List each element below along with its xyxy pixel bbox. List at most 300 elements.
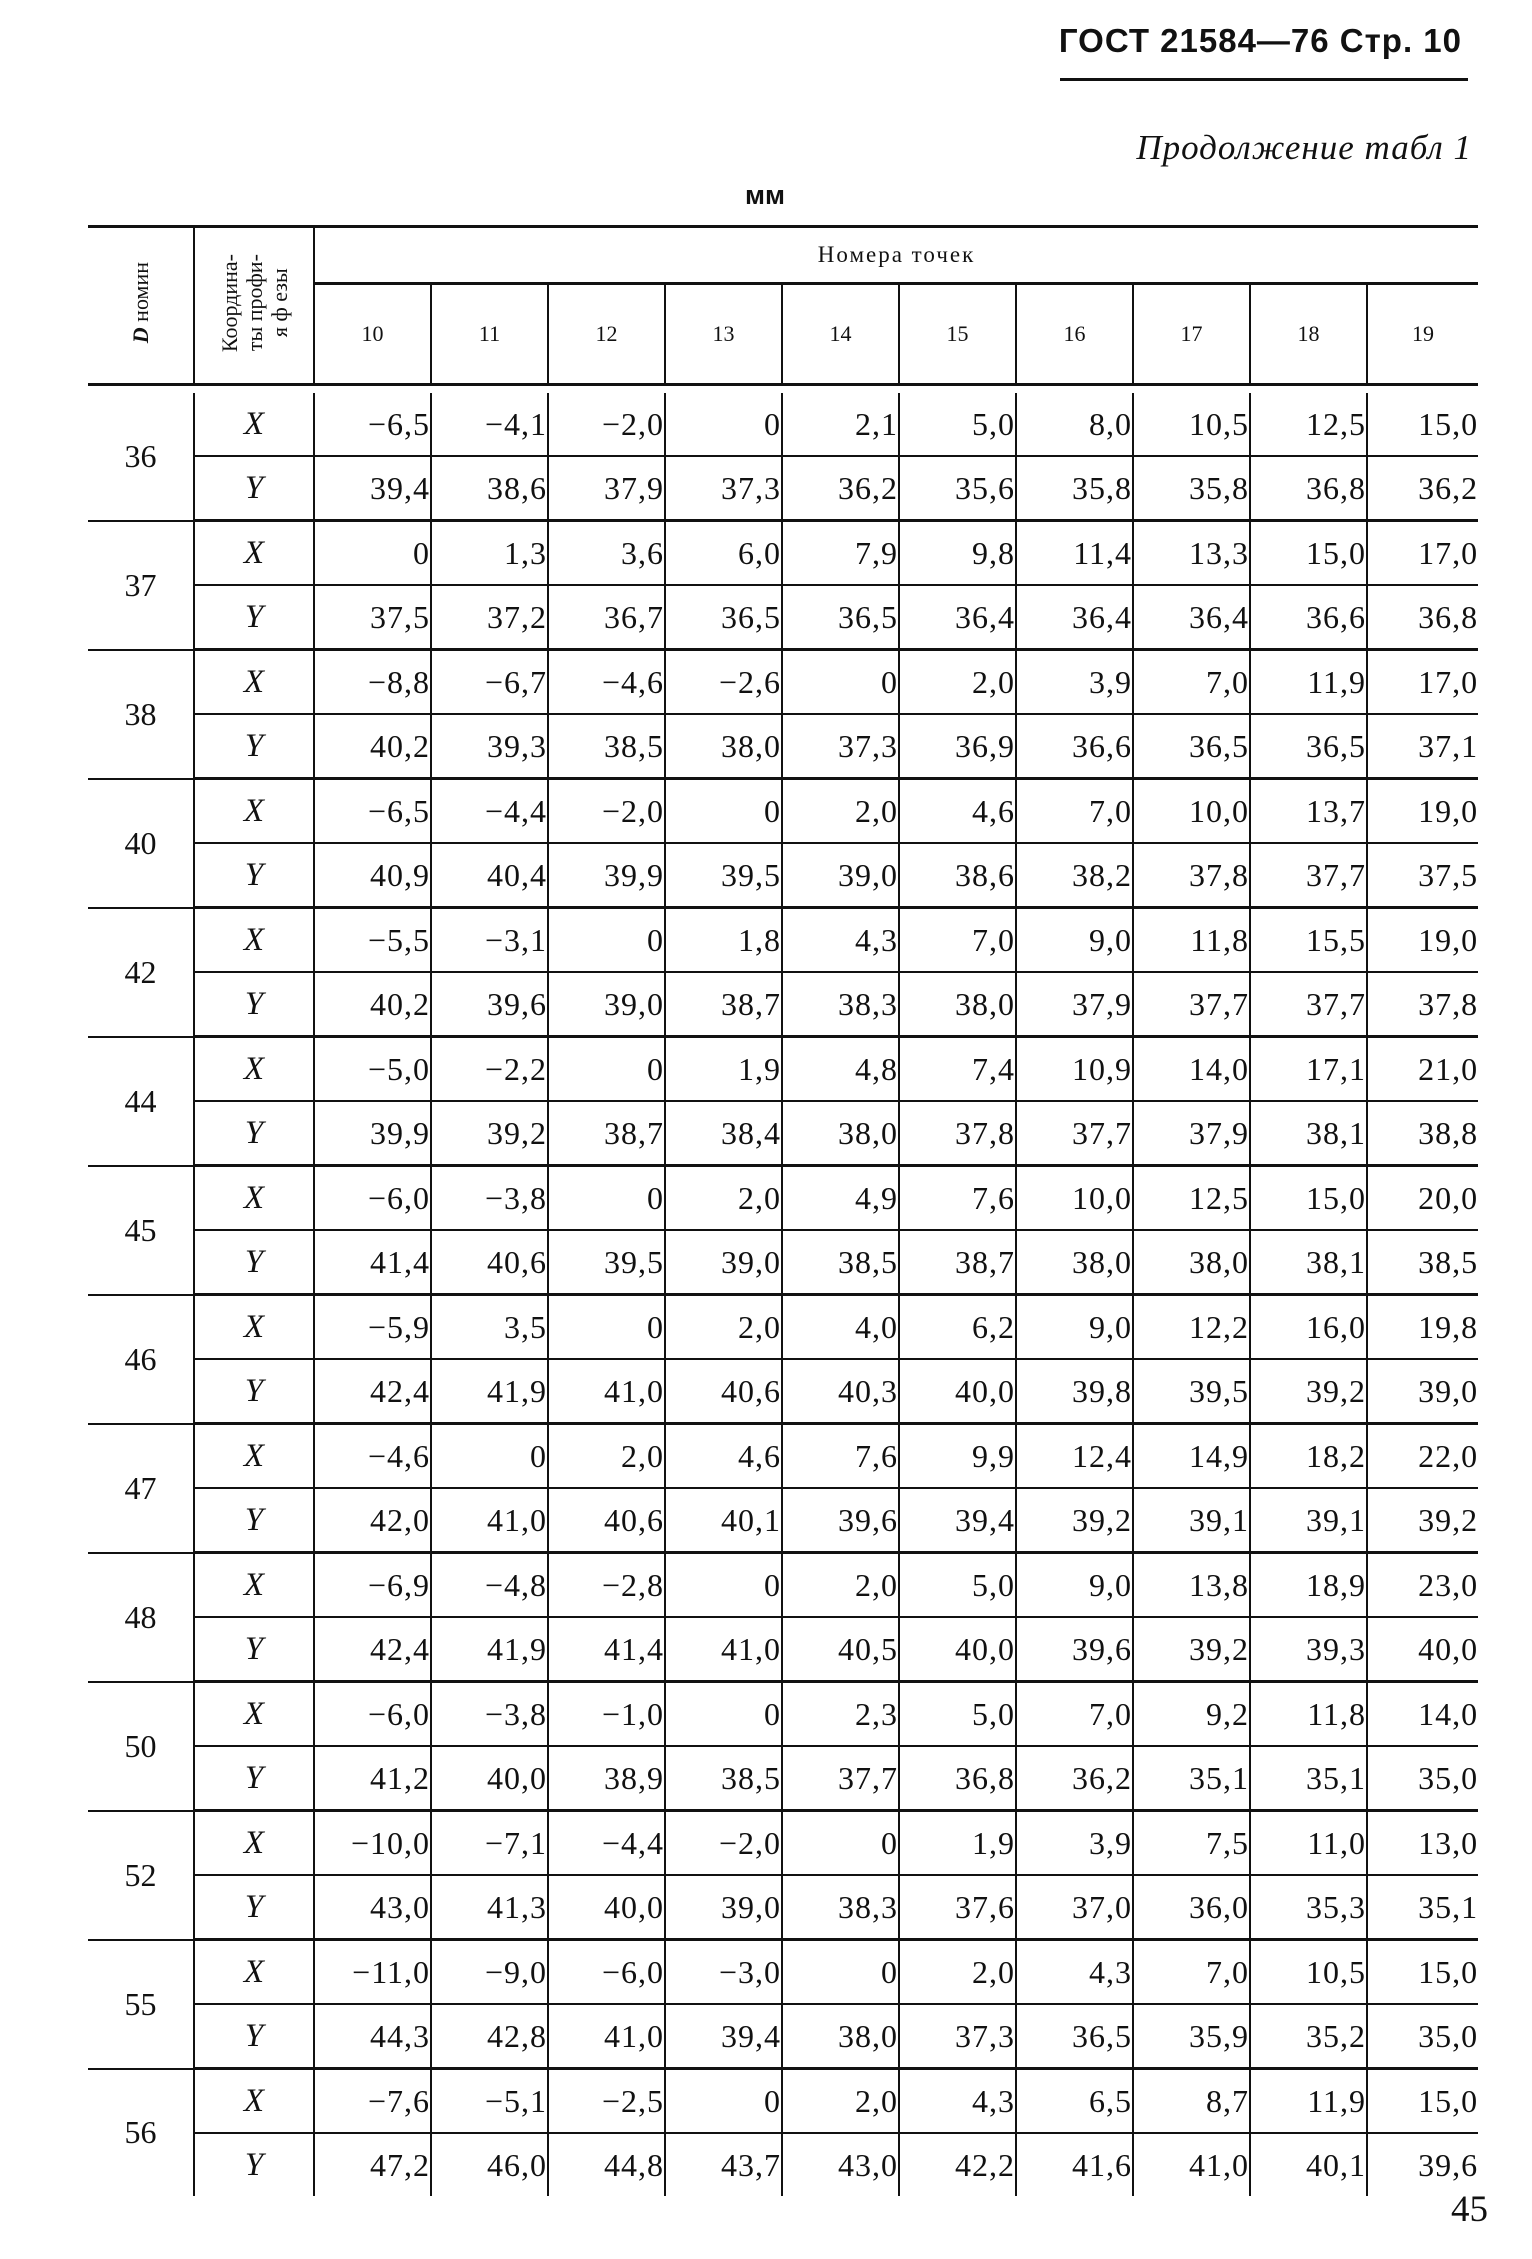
coordinate-cell: 8,0: [1016, 393, 1133, 456]
coordinate-cell: 38,5: [548, 714, 665, 779]
coordinate-cell: 10,9: [1016, 1037, 1133, 1102]
coordinate-cell: 4,3: [782, 908, 899, 973]
coordinate-cell: 39,2: [431, 1101, 548, 1166]
coordinate-cell: 41,3: [431, 1875, 548, 1940]
coordinate-cell: 35,1: [1133, 1746, 1250, 1811]
point-number-header: 17: [1133, 284, 1250, 385]
coordinate-cell: 5,0: [899, 1682, 1016, 1747]
coordinate-cell: 40,0: [431, 1746, 548, 1811]
coordinate-cell: 13,8: [1133, 1553, 1250, 1618]
coordinate-cell: 39,3: [431, 714, 548, 779]
axis-label-y: Y: [194, 714, 314, 779]
coordinate-cell: 17,1: [1250, 1037, 1367, 1102]
coordinate-cell: −2,0: [548, 779, 665, 844]
coordinate-cell: 37,0: [1016, 1875, 1133, 1940]
coordinate-cell: 35,1: [1250, 1746, 1367, 1811]
coordinate-cell: 39,6: [431, 972, 548, 1037]
coordinate-cell: 7,4: [899, 1037, 1016, 1102]
coordinate-cell: 5,0: [899, 1553, 1016, 1618]
coordinate-cell: 37,6: [899, 1875, 1016, 1940]
coordinate-cell: 4,6: [899, 779, 1016, 844]
coordinate-cell: 35,3: [1250, 1875, 1367, 1940]
coordinate-cell: 38,0: [665, 714, 782, 779]
point-number-header: 18: [1250, 284, 1367, 385]
table-row: [88, 650, 1478, 715]
coordinate-cell: 41,0: [548, 1359, 665, 1424]
coordinate-cell: 6,0: [665, 521, 782, 586]
coordinate-cell: 37,8: [899, 1101, 1016, 1166]
table-row: [88, 1746, 1478, 1811]
coordinate-cell: 38,5: [665, 1746, 782, 1811]
coordinate-cell: 42,4: [314, 1617, 431, 1682]
coordinate-cell: −2,0: [548, 393, 665, 456]
coordinate-cell: 17,0: [1367, 521, 1478, 586]
coordinate-cell: 1,3: [431, 521, 548, 586]
d-nominal-cell: 55: [88, 1940, 194, 2069]
axis-label-x: X: [194, 1682, 314, 1747]
coordinate-cell: −6,9: [314, 1553, 431, 1618]
coordinate-cell: 37,8: [1367, 972, 1478, 1037]
axis-label-y: Y: [194, 2004, 314, 2069]
coordinate-cell: 41,0: [665, 1617, 782, 1682]
coordinate-cell: −3,8: [431, 1166, 548, 1231]
d-nominal-cell: 38: [88, 650, 194, 779]
coordinate-cell: 4,6: [665, 1424, 782, 1489]
coordinate-cell: −4,4: [548, 1811, 665, 1876]
point-number-header: 10: [314, 284, 431, 385]
coordinate-cell: −3,1: [431, 908, 548, 973]
coordinate-cell: 0: [665, 1682, 782, 1747]
coordinate-cell: 39,4: [899, 1488, 1016, 1553]
coordinate-cell: −6,5: [314, 393, 431, 456]
coordinate-cell: 36,4: [1133, 585, 1250, 650]
coordinate-cell: 37,7: [1250, 843, 1367, 908]
coordinate-cell: 1,9: [899, 1811, 1016, 1876]
coordinate-cell: 36,0: [1133, 1875, 1250, 1940]
coordinate-cell: −2,0: [665, 1811, 782, 1876]
coordinate-cell: 36,6: [1016, 714, 1133, 779]
d-nominal-cell: 36: [88, 393, 194, 521]
coordinate-cell: 39,0: [782, 843, 899, 908]
coordinate-cell: 4,8: [782, 1037, 899, 1102]
coordinate-cell: 6,5: [1016, 2069, 1133, 2134]
d-nominal-cell: 56: [88, 2069, 194, 2197]
coordinate-cell: 17,0: [1367, 650, 1478, 715]
coordinate-cell: 15,0: [1367, 393, 1478, 456]
coordinate-cell: 37,5: [314, 585, 431, 650]
coordinate-cell: 0: [782, 1940, 899, 2005]
coordinate-cell: 38,7: [548, 1101, 665, 1166]
coordinate-cell: 36,9: [899, 714, 1016, 779]
coordinate-cell: 36,4: [1016, 585, 1133, 650]
axis-label-x: X: [194, 521, 314, 586]
coordinate-cell: −2,6: [665, 650, 782, 715]
coordinate-cell: 38,1: [1250, 1101, 1367, 1166]
coordinate-cell: 36,5: [1133, 714, 1250, 779]
coordinate-cell: 18,2: [1250, 1424, 1367, 1489]
coordinate-cell: 0: [665, 2069, 782, 2134]
d-nominal-cell: 46: [88, 1295, 194, 1424]
coordinate-cell: 36,8: [1367, 585, 1478, 650]
coordinate-cell: −11,0: [314, 1940, 431, 2005]
d-nominal-cell: 50: [88, 1682, 194, 1811]
coordinate-cell: 39,0: [1367, 1359, 1478, 1424]
coordinate-cell: −6,0: [314, 1166, 431, 1231]
coordinate-cell: 37,5: [1367, 843, 1478, 908]
point-number-header: 14: [782, 284, 899, 385]
coordinate-cell: 38,7: [665, 972, 782, 1037]
point-number-header: 12: [548, 284, 665, 385]
coordinate-cell: 39,5: [665, 843, 782, 908]
coordinate-cell: 39,6: [782, 1488, 899, 1553]
coordinate-cell: 38,5: [1367, 1230, 1478, 1295]
table-row: [88, 1617, 1478, 1682]
coordinate-cell: 0: [548, 908, 665, 973]
coordinate-cell: 38,0: [782, 1101, 899, 1166]
coordinate-cell: 7,5: [1133, 1811, 1250, 1876]
coordinate-cell: 37,7: [1133, 972, 1250, 1037]
coordinate-cell: 36,2: [1016, 1746, 1133, 1811]
coordinate-cell: 0: [665, 1553, 782, 1618]
coordinate-cell: 39,9: [314, 1101, 431, 1166]
coordinate-cell: 44,8: [548, 2133, 665, 2196]
coordinate-cell: 36,5: [665, 585, 782, 650]
coordinate-cell: 39,9: [548, 843, 665, 908]
coordinate-cell: 35,9: [1133, 2004, 1250, 2069]
coordinate-cell: 38,0: [1133, 1230, 1250, 1295]
coordinate-cell: 13,7: [1250, 779, 1367, 844]
coordinate-cell: 0: [665, 779, 782, 844]
coordinate-cell: 3,6: [548, 521, 665, 586]
coordinate-cell: 43,7: [665, 2133, 782, 2196]
coordinate-cell: 1,8: [665, 908, 782, 973]
coordinate-cell: 9,0: [1016, 1295, 1133, 1360]
coordinate-cell: 4,9: [782, 1166, 899, 1231]
coordinate-cell: 37,3: [782, 714, 899, 779]
coordinate-cell: 40,1: [1250, 2133, 1367, 2196]
axis-label-x: X: [194, 393, 314, 456]
coordinate-cell: 14,9: [1133, 1424, 1250, 1489]
coordinate-cell: 39,2: [1016, 1488, 1133, 1553]
coordinate-cell: 7,6: [899, 1166, 1016, 1231]
coordinate-cell: 39,3: [1250, 1617, 1367, 1682]
axis-label-x: X: [194, 1166, 314, 1231]
coordinate-cell: 39,1: [1133, 1488, 1250, 1553]
point-number-header: 16: [1016, 284, 1133, 385]
axis-label-x: X: [194, 779, 314, 844]
coordinate-cell: 19,0: [1367, 779, 1478, 844]
axis-label-y: Y: [194, 1488, 314, 1553]
coordinate-cell: 39,4: [665, 2004, 782, 2069]
profile-coordinates-table: [88, 225, 1478, 2196]
coordinate-cell: 40,9: [314, 843, 431, 908]
coordinate-cell: 0: [782, 1811, 899, 1876]
coordinate-cell: 39,8: [1016, 1359, 1133, 1424]
coordinate-cell: 38,3: [782, 972, 899, 1037]
coordinate-cell: 36,5: [1016, 2004, 1133, 2069]
col-header-coordinates: Координа- ты профи- я ф езы: [194, 227, 314, 385]
coordinate-cell: 4,3: [899, 2069, 1016, 2134]
coordinate-cell: 37,2: [431, 585, 548, 650]
coordinate-cell: 0: [548, 1037, 665, 1102]
coordinate-cell: −2,2: [431, 1037, 548, 1102]
coordinate-cell: 40,3: [782, 1359, 899, 1424]
coordinate-cell: 4,3: [1016, 1940, 1133, 2005]
d-nominal-cell: 45: [88, 1166, 194, 1295]
coordinate-cell: −4,6: [548, 650, 665, 715]
coordinate-cell: 7,0: [1133, 650, 1250, 715]
coordinate-cell: 38,9: [548, 1746, 665, 1811]
coordinate-cell: 38,8: [1367, 1101, 1478, 1166]
coordinate-cell: −5,1: [431, 2069, 548, 2134]
axis-label-x: X: [194, 1295, 314, 1360]
table-row: [88, 1037, 1478, 1102]
coordinate-cell: 35,0: [1367, 2004, 1478, 2069]
point-number-header: 13: [665, 284, 782, 385]
coordinate-cell: 39,4: [314, 456, 431, 521]
coordinate-cell: 7,0: [1016, 1682, 1133, 1747]
coordinate-cell: 9,0: [1016, 1553, 1133, 1618]
coordinate-cell: 0: [548, 1166, 665, 1231]
table-row: [88, 521, 1478, 586]
d-nominal-cell: 48: [88, 1553, 194, 1682]
table-row: [88, 843, 1478, 908]
coordinate-cell: 11,9: [1250, 2069, 1367, 2134]
point-number-header: 15: [899, 284, 1016, 385]
coordinate-cell: 43,0: [314, 1875, 431, 1940]
coordinate-cell: 2,0: [548, 1424, 665, 1489]
coordinate-cell: 7,6: [782, 1424, 899, 1489]
coordinate-cell: 10,5: [1133, 393, 1250, 456]
coordinate-cell: 41,9: [431, 1359, 548, 1424]
coordinate-cell: 23,0: [1367, 1553, 1478, 1618]
coordinate-cell: 11,9: [1250, 650, 1367, 715]
coordinate-cell: 37,3: [665, 456, 782, 521]
coordinate-cell: 36,5: [782, 585, 899, 650]
coordinate-cell: 42,2: [899, 2133, 1016, 2196]
coordinate-cell: 41,2: [314, 1746, 431, 1811]
coordinate-cell: 8,7: [1133, 2069, 1250, 2134]
coordinate-cell: 39,5: [1133, 1359, 1250, 1424]
axis-label-x: X: [194, 1940, 314, 2005]
table-row: [88, 393, 1478, 456]
coordinate-cell: 37,8: [1133, 843, 1250, 908]
coordinate-cell: 44,3: [314, 2004, 431, 2069]
coordinate-cell: −10,0: [314, 1811, 431, 1876]
table-row: [88, 972, 1478, 1037]
coordinate-cell: 40,2: [314, 972, 431, 1037]
coordinate-cell: 11,8: [1250, 1682, 1367, 1747]
axis-label-y: Y: [194, 972, 314, 1037]
axis-label-y: Y: [194, 1746, 314, 1811]
coordinate-cell: −4,1: [431, 393, 548, 456]
coordinate-cell: 13,3: [1133, 521, 1250, 586]
table-row: [88, 779, 1478, 844]
coordinate-cell: 35,1: [1367, 1875, 1478, 1940]
coordinate-cell: 40,5: [782, 1617, 899, 1682]
coordinate-cell: −9,0: [431, 1940, 548, 2005]
coordinate-cell: 2,0: [665, 1295, 782, 1360]
coordinate-cell: −2,5: [548, 2069, 665, 2134]
axis-label-y: Y: [194, 1359, 314, 1424]
table-row: [88, 2004, 1478, 2069]
table-row: [88, 585, 1478, 650]
table-row: [88, 2069, 1478, 2134]
coordinate-cell: 39,2: [1367, 1488, 1478, 1553]
coordinate-cell: −6,7: [431, 650, 548, 715]
d-nominal-cell: 47: [88, 1424, 194, 1553]
coordinate-cell: −6,0: [548, 1940, 665, 2005]
coordinate-cell: 6,2: [899, 1295, 1016, 1360]
d-nominal-cell: 40: [88, 779, 194, 908]
coordinate-cell: 40,0: [548, 1875, 665, 1940]
coordinate-cell: 39,0: [665, 1230, 782, 1295]
coordinate-cell: 35,0: [1367, 1746, 1478, 1811]
coordinate-cell: 38,5: [782, 1230, 899, 1295]
coordinate-cell: 36,8: [1250, 456, 1367, 521]
table-row: [88, 1424, 1478, 1489]
coordinate-cell: −5,5: [314, 908, 431, 973]
coordinate-cell: 3,9: [1016, 1811, 1133, 1876]
axis-label-x: X: [194, 908, 314, 973]
coordinate-cell: 12,5: [1250, 393, 1367, 456]
header-rule: [1060, 78, 1468, 81]
coordinate-cell: 13,0: [1367, 1811, 1478, 1876]
table-row: [88, 908, 1478, 973]
d-nominal-cell: 42: [88, 908, 194, 1037]
coordinate-cell: 7,9: [782, 521, 899, 586]
coordinate-cell: 2,0: [899, 1940, 1016, 2005]
coordinate-cell: 20,0: [1367, 1166, 1478, 1231]
coordinate-cell: 14,0: [1133, 1037, 1250, 1102]
col-header-d-nominal: D номин: [128, 262, 153, 344]
coordinate-cell: 38,0: [782, 2004, 899, 2069]
table-row: [88, 2133, 1478, 2196]
coordinate-cell: 38,3: [782, 1875, 899, 1940]
coordinate-cell: 39,6: [1418, 2146, 1479, 2183]
table-row: [88, 1553, 1478, 1618]
table-row: [88, 1682, 1478, 1747]
coordinate-cell: 9,8: [899, 521, 1016, 586]
coordinate-cell: 37,9: [548, 456, 665, 521]
coordinate-cell: 40,0: [899, 1617, 1016, 1682]
coordinate-cell: 39,0: [665, 1875, 782, 1940]
coordinate-cell: 4,0: [782, 1295, 899, 1360]
coordinate-cell: 40,6: [548, 1488, 665, 1553]
coordinate-cell: 40,4: [431, 843, 548, 908]
coordinate-cell: 14,0: [1367, 1682, 1478, 1747]
coordinate-cell: 36,8: [899, 1746, 1016, 1811]
coordinate-cell: 35,8: [1016, 456, 1133, 521]
coordinate-cell: 37,9: [1133, 1101, 1250, 1166]
table-row: [88, 1940, 1478, 2005]
coordinate-cell: 41,9: [431, 1617, 548, 1682]
coordinate-cell: 38,4: [665, 1101, 782, 1166]
coordinate-cell: 15,0: [1367, 2069, 1478, 2134]
col-header-point-numbers: Номера точек: [314, 227, 1478, 284]
coordinate-cell: −7,6: [314, 2069, 431, 2134]
coordinate-cell: 15,0: [1250, 521, 1367, 586]
coordinate-cell: 2,0: [899, 650, 1016, 715]
coordinate-cell: −4,6: [314, 1424, 431, 1489]
coordinate-cell: 37,7: [1250, 972, 1367, 1037]
coordinate-cell: −2,8: [548, 1553, 665, 1618]
coordinate-cell: 39,1: [1250, 1488, 1367, 1553]
coordinate-cell: 15,5: [1250, 908, 1367, 973]
coordinate-cell: 40,2: [314, 714, 431, 779]
coordinate-cell: 12,4: [1016, 1424, 1133, 1489]
coordinate-cell: −7,1: [431, 1811, 548, 1876]
coordinate-cell: 41,0: [431, 1488, 548, 1553]
coordinate-cell: 2,0: [782, 1553, 899, 1618]
axis-label-x: X: [194, 1811, 314, 1876]
table-continuation-label: Продолжение табл 1: [1136, 128, 1472, 167]
coordinate-cell: 41,0: [548, 2004, 665, 2069]
coordinate-cell: 36,2: [782, 456, 899, 521]
coordinate-cell: 0: [314, 521, 431, 586]
point-number-header: 11: [431, 284, 548, 385]
coordinate-cell: 40,0: [1367, 1617, 1478, 1682]
coordinate-cell: 36,6: [1250, 585, 1367, 650]
axis-label-x: X: [194, 1553, 314, 1618]
axis-label-y: Y: [194, 1230, 314, 1295]
coordinate-cell: 5,0: [899, 393, 1016, 456]
table-row: [88, 1166, 1478, 1231]
coordinate-cell: 36,4: [899, 585, 1016, 650]
page-number: 45: [1451, 2189, 1488, 2230]
coordinate-cell: 41,0: [1133, 2133, 1250, 2196]
point-number-header: 19: [1367, 284, 1478, 385]
table-body: [88, 393, 1478, 2196]
coordinate-cell: 0: [431, 1424, 548, 1489]
coordinate-cell: −5,0: [314, 1037, 431, 1102]
coordinate-cell: 39,2: [1133, 1617, 1250, 1682]
coordinate-cell: 11,8: [1133, 908, 1250, 973]
coordinate-cell: 11,0: [1250, 1811, 1367, 1876]
coordinate-cell: 2,1: [782, 393, 899, 456]
coordinate-cell: 10,0: [1016, 1166, 1133, 1231]
coordinate-cell: −5,9: [314, 1295, 431, 1360]
coordinate-cell: 41,4: [314, 1230, 431, 1295]
axis-label-y: Y: [194, 1101, 314, 1166]
coordinate-cell: 39,6: [1016, 1617, 1133, 1682]
coordinate-cell: 18,9: [1250, 1553, 1367, 1618]
coordinate-cell: 40,6: [431, 1230, 548, 1295]
coordinate-cell: 38,6: [899, 843, 1016, 908]
coordinate-cell: 35,8: [1133, 456, 1250, 521]
coordinate-cell: 3,9: [1016, 650, 1133, 715]
coordinate-cell: 38,0: [1016, 1230, 1133, 1295]
coordinate-cell: 40,1: [665, 1488, 782, 1553]
coordinate-cell: 35,2: [1250, 2004, 1367, 2069]
coordinate-cell: 21,0: [1367, 1037, 1478, 1102]
coordinate-cell: 0: [782, 650, 899, 715]
coordinate-cell: 42,0: [314, 1488, 431, 1553]
coordinate-cell: 2,0: [665, 1166, 782, 1231]
coordinate-cell: 15,0: [1367, 1940, 1478, 2005]
coordinate-cell: 7,0: [1016, 779, 1133, 844]
axis-label-y: Y: [194, 843, 314, 908]
table-row: [88, 1230, 1478, 1295]
coordinate-cell: 22,0: [1367, 1424, 1478, 1489]
coordinate-cell: −6,0: [314, 1682, 431, 1747]
coordinate-cell: 19,8: [1367, 1295, 1478, 1360]
axis-label-x: X: [194, 650, 314, 715]
coordinate-cell: 9,9: [899, 1424, 1016, 1489]
coordinate-cell: 15,0: [1250, 1166, 1367, 1231]
coordinate-cell: −6,5: [314, 779, 431, 844]
d-nominal-cell: 52: [88, 1811, 194, 1940]
